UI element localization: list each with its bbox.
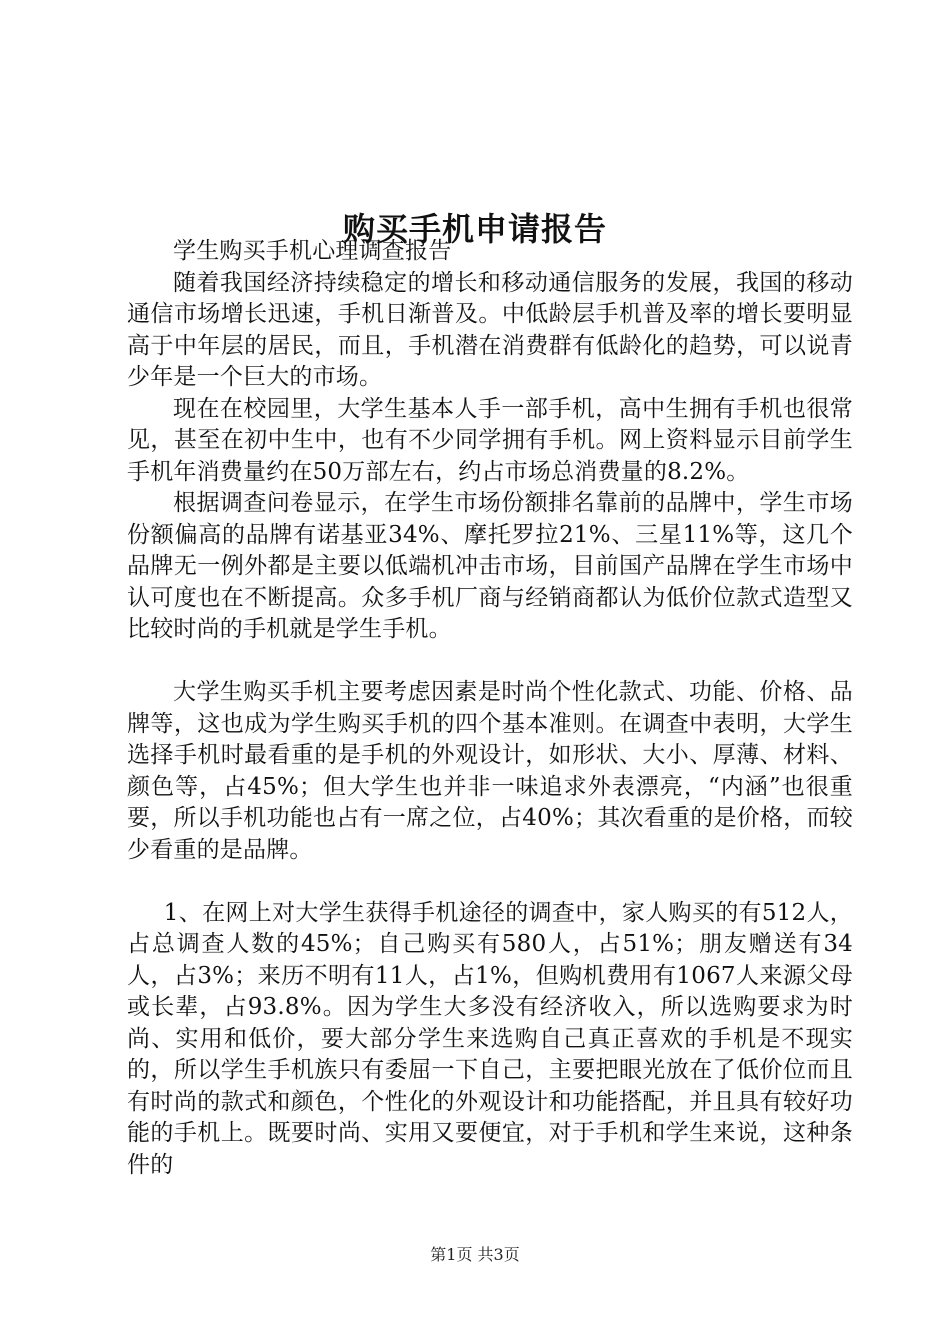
paragraph-survey-1: 1、在网上对大学生获得手机途径的调查中，家人购买的有512人，占总调查人数的45%；自己购买有580人，占51%；朋友赠送有34人，占3%；来历不明有11人，占1%，但购机费用有1067人来源父母或长辈，占93.8%。因为学生大多没有经济收入，所以选购要求为时尚、实用和低价，要大部分学生来选购自己真正喜欢的手机是不现实的，所以学生手机族只有委屈一下自己，主要把眼光放在了低价位而且有时尚的款式和颜色，个性化的外观设计和功能搭配，并且具有较好功能的手机上。既要时尚、实用又要便宜，对于手机和学生来说，这种条件的 <box>127 899 853 1178</box>
paragraph-brands: 根据调查问卷显示，在学生市场份额排名靠前的品牌中，学生市场份额偏高的品牌有诺基亚34%、摩托罗拉21%、三星11%等，这几个品牌无一例外都是主要以低端机冲击市场，目前国产品牌在学生市场中认可度也在不断提高。众多手机厂商与经销商都认为低价位款式造型又比较时尚的手机就是学生手机。 <box>127 490 853 642</box>
document-subtitle: 学生购买手机心理调查报告 <box>173 238 452 264</box>
document-title: 购买手机申请报告 <box>342 210 607 249</box>
page-footer: 第1页 共3页 <box>430 1245 520 1264</box>
paragraph-intro: 随着我国经济持续稳定的增长和移动通信服务的发展，我国的移动通信市场增长迅速，手机日渐普及。中低龄层手机普及率的增长要明显高于中年层的居民，而且，手机潜在消费群有低龄化的趋势，可以说青少年是一个巨大的市场。 <box>127 269 853 390</box>
paragraph-factors: 大学生购买手机主要考虑因素是时尚个性化款式、功能、价格、品牌等，这也成为学生购买手机的四个基本准则。在调查中表明，大学生选择手机时最看重的是手机的外观设计，如形状、大小、厚薄、材料、颜色等，占45%；但大学生也并非一味追求外表漂亮，“内涵”也很重要，所以手机功能也占有一席之位，占40%；其次看重的是价格，而较少看重的是品牌。 <box>127 679 853 863</box>
paragraph-campus: 现在在校园里，大学生基本人手一部手机，高中生拥有手机也很常见，甚至在初中生中，也有不少同学拥有手机。网上资料显示目前学生手机年消费量约在50万部左右，约占市场总消费量的8.2%。 <box>127 395 853 485</box>
document-body <box>127 236 853 1181</box>
